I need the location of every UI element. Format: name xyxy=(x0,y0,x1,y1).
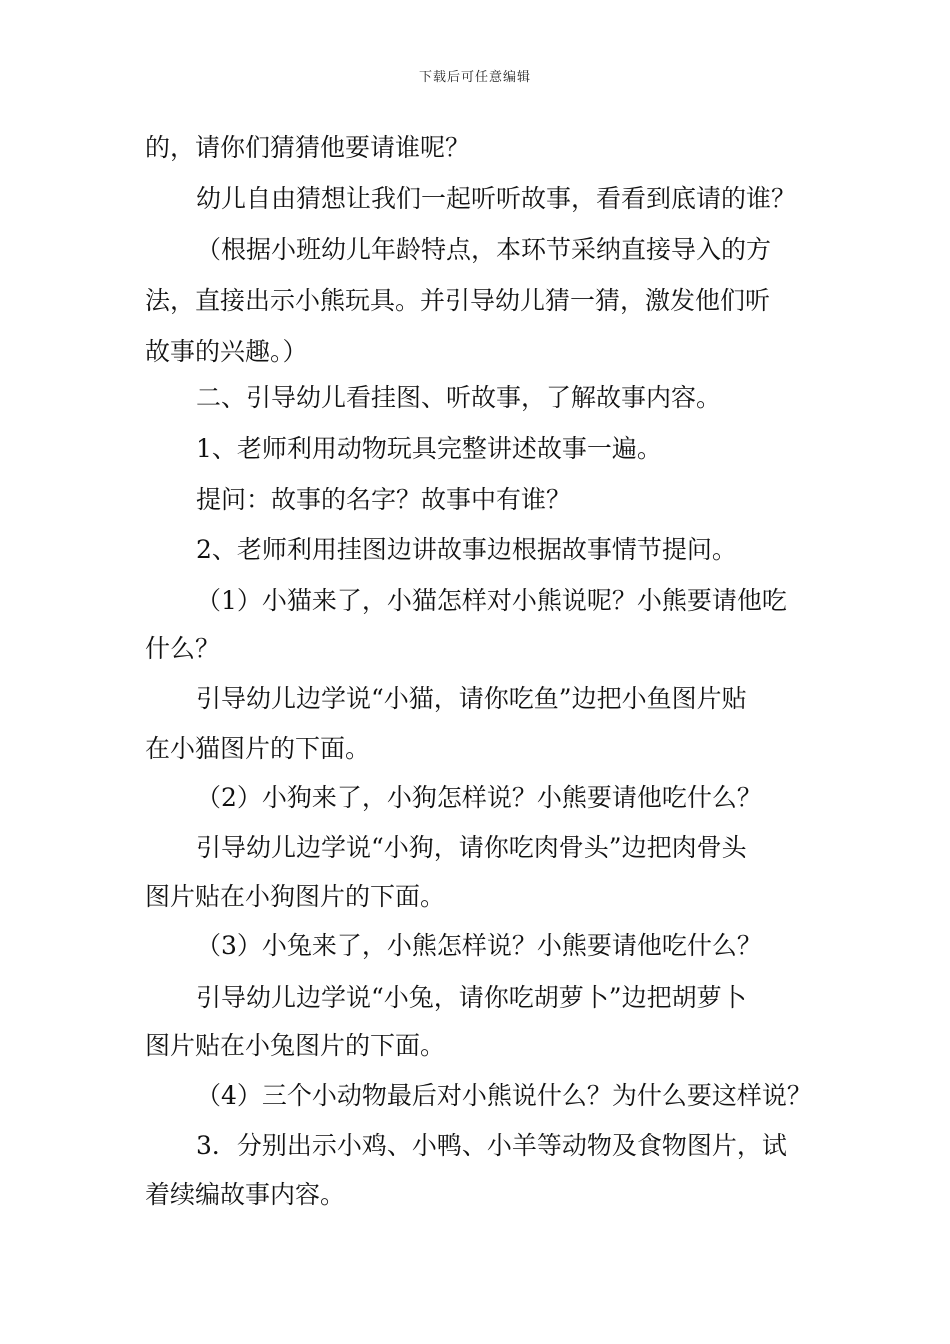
text-line: （2）小狗来了，小狗怎样说？小熊要请他吃什么？ xyxy=(196,783,762,812)
text-line: 图片贴在小狗图片的下面。 xyxy=(145,882,446,911)
text-line: 故事的兴趣。） xyxy=(145,337,308,366)
text-line: 引导幼儿边学说“小兔，请你吃胡萝卜”边把胡萝卜 xyxy=(196,983,747,1012)
text-line: 2、老师利用挂图边讲故事边根据故事情节提问。 xyxy=(196,535,737,564)
text-line: （4）三个小动物最后对小熊说什么？为什么要这样说？ xyxy=(196,1081,812,1110)
text-line: 3．分别出示小鸡、小鸭、小羊等动物及食物图片，试 xyxy=(196,1131,787,1160)
page-header: 下载后可任意编辑 xyxy=(418,70,531,85)
text-line: 提问：故事的名字？故事中有谁？ xyxy=(196,485,572,514)
text-line: 幼儿自由猜想让我们一起听听故事，看看到底请的谁？ xyxy=(196,184,797,213)
text-line: 引导幼儿边学说“小猫，请你吃鱼”边把小鱼图片贴 xyxy=(196,684,747,713)
text-line: 什么？ xyxy=(145,634,221,663)
text-line: 着续编故事内容。 xyxy=(145,1180,346,1209)
text-line: （根据小班幼儿年龄特点，本环节采纳直接导入的方 xyxy=(196,235,772,264)
text-line: （1）小猫来了，小猫怎样对小熊说呢？小熊要请他吃 xyxy=(196,586,787,615)
text-line: （3）小兔来了，小熊怎样说？小熊要请他吃什么？ xyxy=(196,931,762,960)
text-line: 1、老师利用动物玩具完整讲述故事一遍。 xyxy=(196,434,662,463)
text-line: 引导幼儿边学说“小狗，请你吃肉骨头”边把肉骨头 xyxy=(196,833,747,862)
text-line: 二、引导幼儿看挂图、听故事，了解故事内容。 xyxy=(196,383,722,412)
text-line: 图片贴在小兔图片的下面。 xyxy=(145,1031,446,1060)
text-line: 在小猫图片的下面。 xyxy=(145,734,371,763)
text-line: 法，直接出示小熊玩具。并引导幼儿猜一猜，激发他们听 xyxy=(145,286,771,315)
text-line: 的，请你们猜猜他要请谁呢？ xyxy=(145,133,471,162)
